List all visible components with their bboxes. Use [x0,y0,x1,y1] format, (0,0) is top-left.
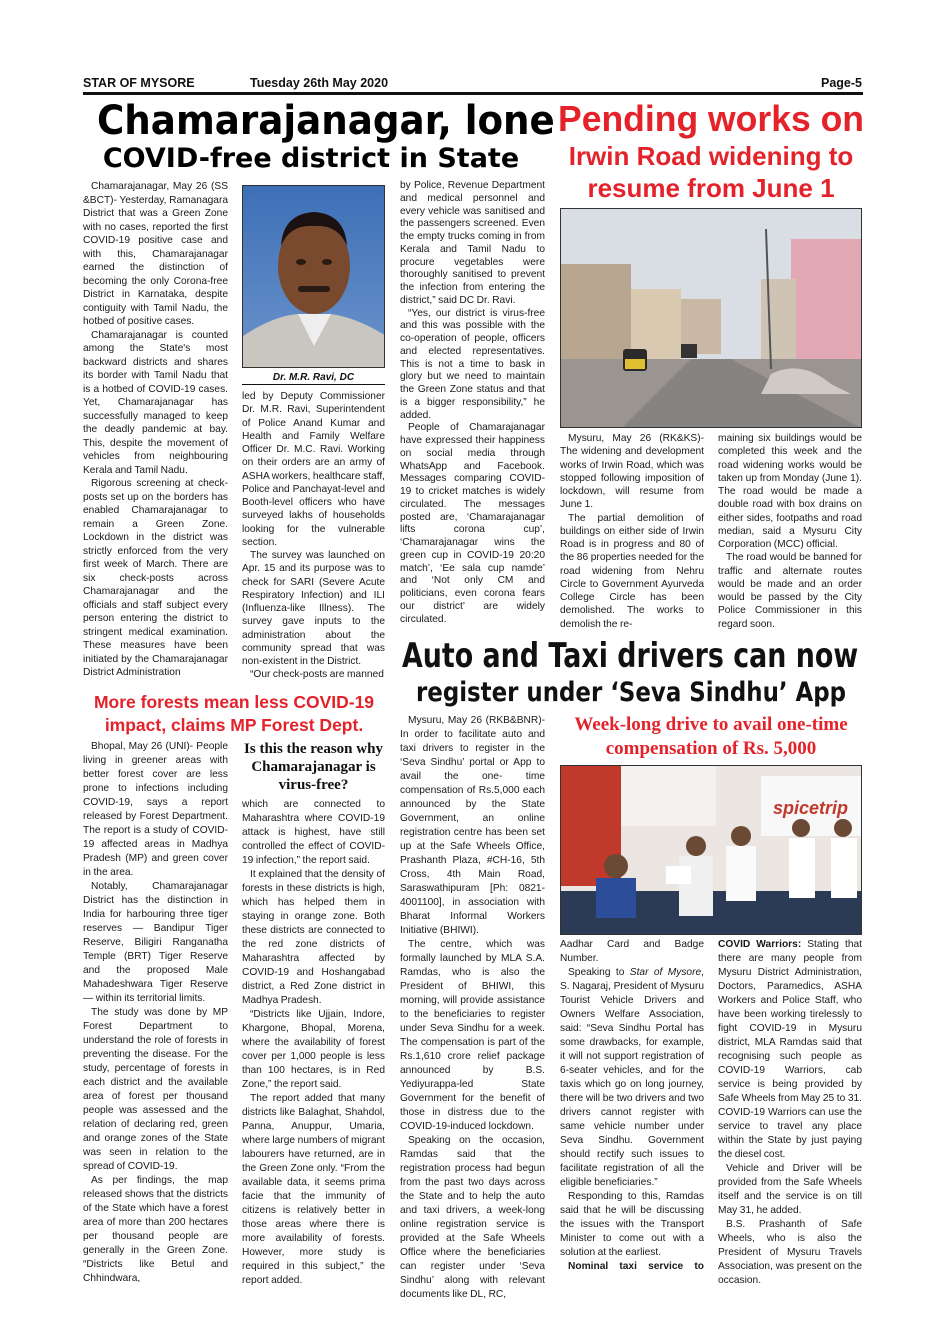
paragraph: Mysuru, May 26 (RK&KS)- The widening and development works of Irwin Road, which was stopped following imposition of lockdown, will resume from June 1. [560,433,704,511]
text: Stating that there are many people from Mysuru District Administration, Doctors, Paramedics, ASHA Workers and Police Staff, who have been working tirelessly to fight COVID-19 in Mysuru district, MLA Ramdas said that recognising such people as COVID-19 Warriors, cab service is being provided by Safe Wheels from May 25 to 31. COVID-19 Warriors can use the service to travel any place within the State by just paying the diesel cost. [718,939,862,1160]
subhead-line-text: compensation of Rs. 5,000 [605,738,817,759]
irwin-road-photo [560,208,862,428]
registration-centre-photo [560,765,862,935]
masthead-paper-name: STAR OF MYSORE [83,76,195,90]
paragraph: It explained that the density of forests in these districts is high, which has helped them in staying in orange zone. Both these districts are connected to the red zone districts of Maharashtra affected by COVID-19 and Hoshangabad district, a Red Zone district in Madhya Pradesh. [242,869,385,1006]
headline-irwin-road-line-3-wrap [556,173,866,204]
headline-irwin-road-line-3: resume from June 1 [587,173,835,203]
subhead-line-text: Week-long drive to avail one-time [574,714,848,735]
paragraph: by Police, Revenue Department and medical personnel and every vehicle was sanitised and the passengers screened. Even the empty trucks coming in from Kerala and Tamil Nadu to procure vegetables were thoroughly sanitised to prevent the infection from entering the district,” said DC Dr. Ravi. [400,180,545,306]
text: , S. Nagaraj, President of Mysuru Tourist Vehicle Drivers and Owners Welfare Association, said: “Seva Sindhu Portal has some drawbacks, for example, it will not support registration of 6-seater vehicles, and for the taxis which go on long journey, there will be two drivers and two drivers cannot register with same vehicle number under Seva Sindhu. Government should rectify such issues to facilitate registration of all the eligible beneficiaries.” [560,967,704,1188]
dc-portrait-photo [242,185,385,368]
subhead-line [556,737,866,761]
page-number: Page-5 [821,76,862,90]
headline-irwin-road-line-2-wrap [556,141,866,172]
headline-forests-line-2: impact, claims MP Forest Dept. [104,715,364,735]
story3-column-2 [242,798,385,1288]
photo-caption: Dr. M.R. Ravi, DC [242,372,385,385]
subhead-is-this-the-reason: Is this the reason why Chamarajanagar is virus-free? [244,741,383,793]
paragraph: The road would be banned for traffic and alternate routes would be made and an order would be passed by the City Police Commissioner in this regard soon. [718,552,862,630]
story1-column-1 [83,180,228,680]
headline-irwin-road-line-1: Pending works on [558,98,865,139]
paragraph: which are connected to Maharashtra where COVID-19 attack is highest, have still controlled the effect of COVID-19 infection,” the report said. [242,799,385,866]
story1-column-3 [400,180,545,626]
headline-auto-taxi-line-1: Auto and Taxi drivers can now [402,636,859,676]
headline-irwin-road-line-2: Irwin Road widening to [568,141,854,171]
section-lead: COVID Warriors: [718,939,802,950]
paragraph: maining six buildings would be completed this week and the road widening works would be taken up from Monday (June 1). The road would be made a double road with box drains on either sides, footpaths and road median, said a Mysuru City Corporation (MCC) official. [718,433,862,550]
headline-auto-taxi-line-1-wrap [402,636,862,676]
headline-forests-line-1: More forests mean less COVID-19 [93,692,375,712]
paragraph: Aadhar Card and Badge Number. [560,939,704,964]
subhead-chamarajanagar: COVID-free district in State [102,143,520,174]
section-subhead: Nominal taxi service to [568,1261,704,1272]
paragraph: “Districts like Ujjain, Indore, Khargone, Bhopal, Morena, where the availability of forest cover per 1,000 people is less than 100 hectares, is in Red Zone,” the report said. [242,1009,385,1090]
subhead-week-long-drive [556,713,866,761]
paragraph: B.S. Prashanth of Safe Wheels, who is also the President of Mysuru Travels Association, was present on the occasion. [718,1219,862,1286]
paragraph: The centre, which was formally launched by MLA S.A. Ramdas, who is also the President of BHIWI, this morning, will provide assistance to the beneficiaries to register under Seva Sindhu for a week. The compensation is part of the Rs.1,610 crore relief package announced by B.S. Yediyurappa-led State Government for the benefit of those in distress due to the COVID-19-induced lockdown. [400,939,545,1132]
paragraph: The survey was launched on Apr. 15 and its purpose was to check for SARI (Severe Acute Respiratory Infection) and ILI (Influenza-like Illness). The survey gave inputs to the administration about the community spread that was non-existent in the District. [242,550,385,667]
paragraph: Notably, Chamarajanagar District has the distinction in India for harbouring three tiger reserves — Bandipur Tiger Reserve, Biligiri Ranganatha Temple (BRT) Tiger Reserve and the proposed Male Mahadeshwara Tiger Reserve — within its territorial limits. [83,881,228,1004]
paragraph [718,938,862,1162]
masthead-date: Tuesday 26th May 2020 [250,76,389,90]
headline-auto-taxi-line-2-wrap [416,677,850,708]
paragraph: Bhopal, May 26 (UNI)- People living in greener areas with better forest cover are less prone to infections including COVID-19, says a report released by Forest Department. The report is a study of COVID-19 affected areas in Madhya Pradesh (MP) and green cover in the area. [83,741,228,878]
story4-column-1 [400,714,545,1302]
paragraph: Speaking on the occasion, Ramdas said that the registration process had begun from the past two days across the State and to help the auto and taxi drivers, a week-long online registration service is provided at the Safe Wheels Office where the beneficiaries can register under ‘Seva Sindhu’ along with relevant documents like DL, RC, [400,1135,545,1300]
story4-column-3 [718,938,862,1288]
paragraph: The report added that many districts like Balaghat, Shahdol, Panna, Anuppur, Umaria, where large numbers of migrant labourers have returned, are in the Green Zone only. “From the available data, it seems prima facie that the immunity of citizens is relatively better in those areas where there is more availability of forests. However, more study is required in this subject,” the report added. [242,1093,385,1286]
paragraph: The study was done by MP Forest Department to understand the role of forests in preventing the disease. For the study, percentage of forests in each district and the available area of forest per thousand people was assessed and the relation of declaring red, green and orange zones of the State was seen in relation to the spread of COVID-19. [83,1007,228,1172]
paragraph: Responding to this, Ramdas said that he will be discussing the issues with the Transport Minister to come out with a solution at the earliest. [560,1191,704,1258]
headline-forests-line-2-wrap [80,715,388,736]
paragraph: The partial demolition of buildings on either side of Irwin Road is in progress and 80 of the 86 properties needed for the road widening from Nehru Circle to Government Ayurveda College Circle has been demolished. The works to demolish the re- [560,512,704,630]
story4-column-2 [560,938,704,1274]
text: Speaking to [568,967,630,978]
story2-column-1 [560,432,704,631]
headline-forests-line-1-wrap [80,692,388,713]
story3-column-1 [83,740,228,1286]
paragraph [560,966,704,1190]
paragraph: led by Deputy Commissioner Dr. M.R. Ravi, Superintendent of Police Anand Kumar and Health and Family Welfare Officer Dr. M.C. Ravi. Working on their orders are an army of ASHA workers, healthcare staff, Police and Panchayat-level and Booth-level officers who have surveyed lakhs of households looking for the vulnerable section. [242,391,385,548]
paragraph: Chamarajanagar, May 26 (SS &BCT)- Yesterday, Ramanagara District that was a Green Zone with no cases, reported the first COVID-19 positive case and with this, Chamarajanagar earned the distinction of becoming the only Corona-free District in Karnataka, despite contiguity with Tamil Nadu, the hotbed of positive cases. [83,181,228,327]
paragraph: People of Chamarajanagar have expressed their happiness on social media through WhatsApp and Facebook. Messages comparing COVID-19 to cricket matches is widely circulated. The messages posted are, ‘Chamarajanagar lifts corona cup’, ‘Chamarajanagar wins the green cup in COVID-19 20:20 match’, ‘Ee sala cup namde’ and ‘Not only CM and politicians, even corona fears our district’ are widely circulated. [400,422,545,625]
subhead-chamarajanagar-wrap [80,143,542,174]
paragraph: “Our check-posts are manned [250,669,384,681]
story2-column-2 [718,432,862,631]
registration-image [561,766,862,935]
story1-column-2 [242,390,385,682]
newspaper-name: Star of Mysore [629,967,702,978]
paragraph: Rigorous screening at check-posts set up on the borders has enabled Chamarajanagar to remain a Green Zone. Lockdown in the district was strictly enforced from the very first week of March. There are six check-posts across Chamarajanagar and the officials and staff subject every person entering the district to stringent medical examination. These measures have been initiated by the Chamarajanagar District Administration [83,478,228,678]
paragraph: “Yes, our district is virus-free and this was possible with the co-operation of people, officers and elected representatives. This is not a time to bask in glory but we need to maintain the Green Zone status and that is a bigger responsibility,” he added. [400,307,545,421]
paragraph: As per findings, the map released shows that the districts of the State which have a forest area of more than 200 hectares per thousand people are generally in the Green Zone. “Districts like Betul and Chhindwara, [83,1175,228,1284]
paragraph: Vehicle and Driver will be provided from the Safe Wheels itself and the service is on till May 31, he added. [718,1163,862,1216]
headline-irwin-road-line-1-wrap [556,98,866,140]
spicetrip-sign: spicetrip [773,798,849,818]
portrait-image [243,186,385,368]
headline-auto-taxi-line-2: register under ‘Seva Sindhu’ App [416,677,847,708]
headline-chamarajanagar: Chamarajanagar, lone [96,98,555,144]
road-image [561,209,862,428]
subhead-line [556,713,866,737]
masthead-rule [83,92,863,95]
paragraph: Mysuru, May 26 (RKB&BNR)- In order to facilitate auto and taxi drivers to register in the ‘Seva Sindhu’ portal or App to avail the one- time compensation of Rs.5,000 each announced by the State Government, an online registration centre has been set up at the Safe Wheels Office, Prashanth Plaza, #CH-16, 5th Cross, 4th Main Road, Saraswathipuram [Ph: 0821-4001100], in association with Bharat Informal Workers Initiative (BHIWI). [400,715,545,936]
paragraph: Chamarajanagar is counted among the State's most backward districts and shares its border with Tamil Nadu that is a hotbed of COVID-19 cases. Yet, Chamarajanagar has successfully managed to keep the deadly pandemic at bay. This, despite the movement of vehicles from neighbouring Kerala and Tamil Nadu. [83,329,228,476]
headline-chamarajanagar-wrap [80,98,555,144]
